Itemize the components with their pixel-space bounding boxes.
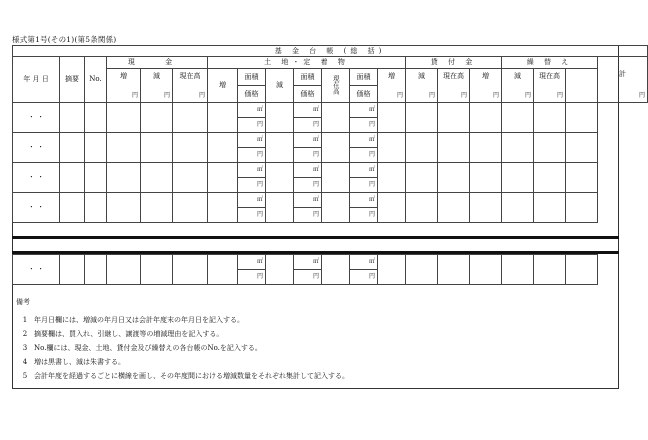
land-decrease-area-cell[interactable]: ㎡ — [294, 255, 322, 270]
ledger-row — [13, 103, 648, 118]
date-cell[interactable]: ・ ・ — [13, 163, 60, 193]
land-decrease-cell[interactable] — [266, 103, 294, 133]
land-balance-area-cell[interactable]: ㎡ — [350, 163, 378, 178]
transfer-decrease-cell[interactable] — [502, 163, 534, 193]
loan-balance-cell[interactable] — [438, 255, 470, 285]
main-title: 基 金 台 帳 (総 括) — [13, 46, 648, 57]
loan-increase-cell[interactable] — [378, 255, 406, 285]
land-decrease-price-cell[interactable]: 円 — [294, 148, 322, 163]
land-increase-area-cell[interactable]: ㎡ — [238, 133, 266, 148]
summary-cell[interactable] — [60, 255, 85, 285]
cash-increase-cell[interactable] — [107, 255, 141, 285]
land-increase-price-cell[interactable]: 円 — [238, 270, 266, 285]
transfer-decrease-header: 減 円 — [502, 69, 534, 103]
land-decrease-area-cell[interactable]: ㎡ — [294, 103, 322, 118]
note-text: 年月日欄には、増減の年月日又は会計年度末の年月日を記入する。 — [34, 316, 244, 324]
cash-increase-cell[interactable] — [107, 133, 141, 163]
land-increase-cell[interactable] — [208, 103, 238, 133]
land-balance-area-cell[interactable]: ㎡ — [350, 103, 378, 118]
land-balance-cell[interactable] — [322, 133, 350, 163]
summary-header: 摘要 — [60, 57, 85, 103]
land-increase-area-cell[interactable]: ㎡ — [238, 193, 266, 208]
loan-balance-cell[interactable] — [438, 103, 470, 133]
land-increase-area-header: 面積 — [238, 69, 266, 86]
land-decrease-header: 減 — [266, 69, 294, 103]
transfer-increase-cell[interactable] — [470, 193, 502, 223]
ledger-row — [13, 133, 648, 148]
note-item — [16, 313, 349, 327]
cash-increase-header: 増 円 — [107, 69, 141, 103]
note-item — [16, 327, 349, 341]
land-decrease-cell[interactable] — [266, 163, 294, 193]
cash-balance-cell[interactable] — [173, 163, 208, 193]
loan-decrease-header: 減 円 — [406, 69, 438, 103]
land-decrease-area-header: 面積 — [294, 69, 322, 86]
land-balance-area-cell[interactable]: ㎡ — [350, 193, 378, 208]
form-title: 様式第1号(その1)(第5条関係) — [12, 35, 117, 44]
loan-increase-cell[interactable] — [378, 103, 406, 133]
land-decrease-cell[interactable] — [266, 255, 294, 285]
loan-decrease-cell[interactable] — [406, 163, 438, 193]
transfer-decrease-cell[interactable] — [502, 255, 534, 285]
ledger-table — [12, 45, 648, 223]
notes-heading: 備考 — [16, 298, 30, 306]
transfer-balance-cell[interactable] — [534, 103, 566, 133]
summary-cell[interactable] — [60, 103, 85, 133]
cash-balance-cell[interactable] — [173, 255, 208, 285]
land-balance-cell[interactable] — [322, 163, 350, 193]
land-increase-cell[interactable] — [208, 163, 238, 193]
transfer-increase-header: 増 円 — [470, 69, 502, 103]
cash-balance-header: 現在高 円 — [173, 69, 208, 103]
loan-balance-cell[interactable] — [438, 133, 470, 163]
note-text: 摘要欄は、買入れ、引継し、譲渡等の増減理由を記入する。 — [34, 330, 224, 338]
land-balance-price-cell[interactable]: 円 — [350, 270, 378, 285]
ledger-row — [13, 255, 648, 270]
land-decrease-area-cell[interactable]: ㎡ — [294, 163, 322, 178]
land-increase-price-cell[interactable]: 円 — [238, 208, 266, 223]
loan-decrease-cell[interactable] — [406, 133, 438, 163]
ledger-row — [13, 193, 648, 208]
land-increase-area-cell[interactable]: ㎡ — [238, 163, 266, 178]
note-text: 会計年度を経過するごとに横線を画し、その年度間における増減数量をそれぞれ集計して記入する。 — [34, 372, 349, 380]
transfer-balance-cell[interactable] — [534, 193, 566, 223]
total-cell[interactable] — [566, 163, 598, 193]
transfer-decrease-cell[interactable] — [502, 103, 534, 133]
ledger-row — [13, 163, 648, 178]
no-header: No. — [85, 57, 107, 103]
land-balance-price-header: 価格 — [350, 86, 378, 103]
date-header: 年 月 日 — [13, 57, 60, 103]
note-text: No.欄には、現金、土地、貸付金及び繰替えの各台帳のNo.を記入する。 — [34, 344, 262, 352]
loan-balance-header: 現在高 円 — [438, 69, 470, 103]
transfer-balance-cell[interactable] — [534, 133, 566, 163]
loan-decrease-cell[interactable] — [406, 103, 438, 133]
loan-increase-cell[interactable] — [378, 163, 406, 193]
cash-increase-cell[interactable] — [107, 103, 141, 133]
land-balance-area-cell[interactable]: ㎡ — [350, 133, 378, 148]
cash-decrease-cell[interactable] — [141, 133, 173, 163]
loan-increase-cell[interactable] — [378, 193, 406, 223]
cash-decrease-cell[interactable] — [141, 255, 173, 285]
transfer-balance-cell[interactable] — [534, 163, 566, 193]
land-increase-price-header: 価格 — [238, 86, 266, 103]
transfer-decrease-cell[interactable] — [502, 193, 534, 223]
land-balance-area-header: 面積 — [350, 69, 378, 86]
land-balance-cell[interactable] — [322, 193, 350, 223]
land-increase-area-cell[interactable]: ㎡ — [238, 255, 266, 270]
cash-balance-cell[interactable] — [173, 133, 208, 163]
date-cell[interactable]: ・ ・ — [13, 255, 60, 285]
land-decrease-price-cell[interactable]: 円 — [294, 178, 322, 193]
cash-group-header: 現 金 — [107, 57, 208, 69]
note-item — [16, 369, 349, 383]
land-increase-price-cell[interactable]: 円 — [238, 148, 266, 163]
land-balance-price-cell[interactable]: 円 — [350, 178, 378, 193]
cash-increase-cell[interactable] — [107, 163, 141, 193]
summary-cell[interactable] — [60, 163, 85, 193]
land-balance-header: 現在高 — [322, 69, 350, 103]
cash-decrease-header: 減 円 — [141, 69, 173, 103]
loan-balance-cell[interactable] — [438, 193, 470, 223]
land-increase-cell[interactable] — [208, 133, 238, 163]
summary-cell[interactable] — [60, 193, 85, 223]
land-decrease-cell[interactable] — [266, 133, 294, 163]
land-increase-cell[interactable] — [208, 193, 238, 223]
date-cell[interactable]: ・ ・ — [13, 133, 60, 163]
land-group-header: 土 地・定 着 物 — [208, 57, 406, 69]
loan-increase-header: 増 円 — [378, 69, 406, 103]
note-number: 1 — [22, 316, 28, 324]
land-balance-price-cell[interactable]: 円 — [350, 148, 378, 163]
land-balance-price-cell[interactable]: 円 — [350, 208, 378, 223]
ledger-table-continued — [12, 254, 648, 285]
land-decrease-cell[interactable] — [266, 193, 294, 223]
total-cell[interactable] — [566, 103, 598, 133]
loan-group-header: 貸 付 金 — [406, 57, 502, 69]
date-cell[interactable]: ・ ・ — [13, 103, 60, 133]
land-decrease-price-header: 価格 — [294, 86, 322, 103]
loan-decrease-cell[interactable] — [406, 255, 438, 285]
no-cell[interactable] — [85, 193, 107, 223]
transfer-decrease-cell[interactable] — [502, 133, 534, 163]
land-balance-cell[interactable] — [322, 255, 350, 285]
cash-decrease-cell[interactable] — [141, 163, 173, 193]
date-cell[interactable]: ・ ・ — [13, 193, 60, 223]
no-cell[interactable] — [85, 163, 107, 193]
note-item — [16, 355, 349, 369]
note-item — [16, 341, 349, 355]
land-increase-header: 増 — [208, 69, 238, 103]
land-decrease-area-cell[interactable]: ㎡ — [294, 193, 322, 208]
loan-balance-cell[interactable] — [438, 163, 470, 193]
land-decrease-price-cell[interactable]: 円 — [294, 270, 322, 285]
loan-decrease-cell[interactable] — [406, 193, 438, 223]
land-balance-price-cell[interactable]: 円 — [350, 118, 378, 133]
transfer-balance-cell[interactable] — [534, 255, 566, 285]
total-cell[interactable] — [566, 255, 598, 285]
total-header: 計 円 — [598, 57, 648, 103]
transfer-increase-cell[interactable] — [470, 133, 502, 163]
no-cell[interactable] — [85, 255, 107, 285]
note-number: 2 — [22, 330, 28, 338]
no-cell[interactable] — [85, 133, 107, 163]
land-balance-cell[interactable] — [322, 103, 350, 133]
land-increase-area-cell[interactable]: ㎡ — [238, 103, 266, 118]
note-number: 4 — [22, 358, 28, 366]
cash-increase-cell[interactable] — [107, 193, 141, 223]
total-cell[interactable] — [566, 133, 598, 163]
cash-balance-cell[interactable] — [173, 193, 208, 223]
land-decrease-area-cell[interactable]: ㎡ — [294, 133, 322, 148]
note-number: 5 — [22, 372, 28, 380]
cash-decrease-cell[interactable] — [141, 103, 173, 133]
notes-section — [16, 297, 349, 383]
no-cell[interactable] — [85, 103, 107, 133]
land-decrease-price-cell[interactable]: 円 — [294, 208, 322, 223]
transfer-increase-cell[interactable] — [470, 255, 502, 285]
year-separator-line — [12, 236, 619, 239]
land-increase-price-cell[interactable]: 円 — [238, 118, 266, 133]
transfer-group-header: 繰 替 え — [502, 57, 598, 69]
land-balance-area-cell[interactable]: ㎡ — [350, 255, 378, 270]
loan-increase-cell[interactable] — [378, 133, 406, 163]
transfer-increase-cell[interactable] — [470, 103, 502, 133]
transfer-balance-header: 現在高 円 — [534, 69, 566, 103]
land-increase-price-cell[interactable]: 円 — [238, 178, 266, 193]
note-text: 増は黒書し、減は朱書する。 — [34, 358, 125, 366]
cash-balance-cell[interactable] — [173, 103, 208, 133]
transfer-increase-cell[interactable] — [470, 163, 502, 193]
note-number: 3 — [22, 344, 28, 352]
cash-decrease-cell[interactable] — [141, 193, 173, 223]
total-cell[interactable] — [566, 193, 598, 223]
land-decrease-price-cell[interactable]: 円 — [294, 118, 322, 133]
summary-cell[interactable] — [60, 133, 85, 163]
land-increase-cell[interactable] — [208, 255, 238, 285]
